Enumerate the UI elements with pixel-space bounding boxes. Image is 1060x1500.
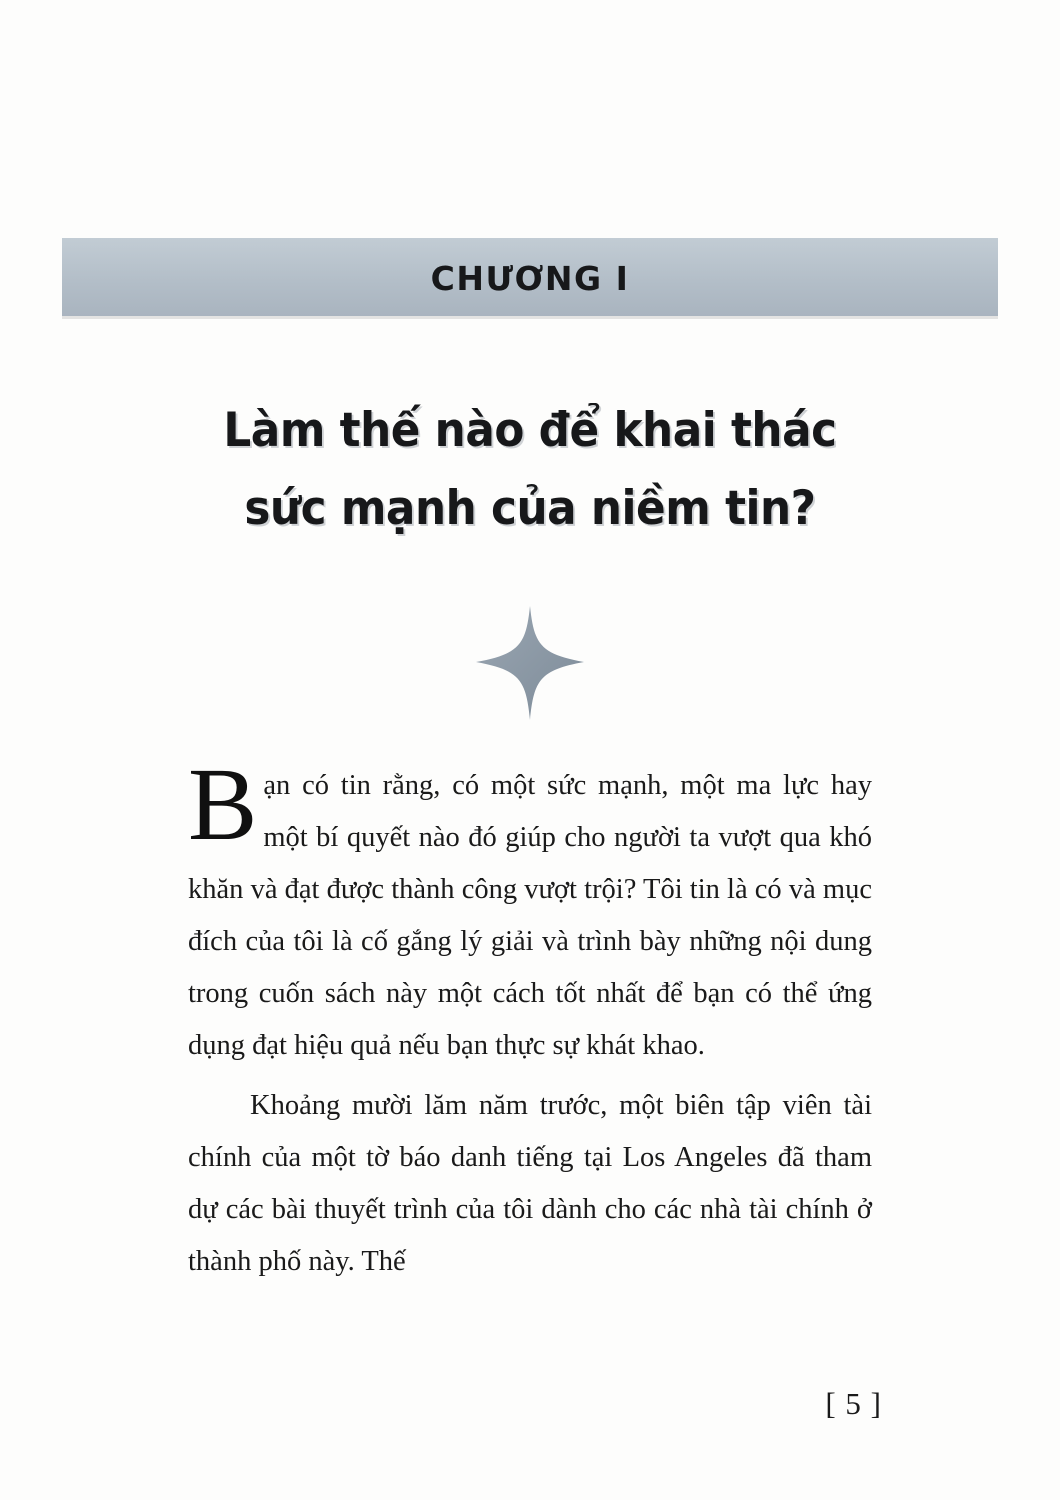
chapter-label: CHƯƠNG I xyxy=(430,259,630,298)
drop-cap: B xyxy=(188,747,258,862)
paragraph-2-text: Khoảng mười lăm năm trước, một biên tập viên tài chính của một tờ báo danh tiếng tại Los Angeles đã tham dự các bài thuyết trình của tôi dành cho các nhà tài chính ở thành phố này. Thế xyxy=(188,1090,872,1277)
chapter-title-line-2: sức mạnh của niềm tin? xyxy=(244,481,816,536)
four-pointed-star-icon xyxy=(460,598,600,728)
body-text xyxy=(188,747,872,1296)
page-number: [ 5 ] xyxy=(825,1386,882,1421)
paragraph-1 xyxy=(188,747,872,1072)
paragraph-2 xyxy=(188,1080,872,1288)
ornament-divider xyxy=(0,598,1060,728)
chapter-title xyxy=(37,392,1023,548)
paragraph-1-text: ạn có tin rằng, có một sức mạnh, một ma lực hay một bí quyết nào đó giúp cho người ta vượt qua khó khăn và đạt được thành công vượt trội? Tôi tin là có và mục đích của tôi là cố gắng lý giải và trình bày những nội dung trong cuốn sách này một cách tốt nhất để bạn có thể ứng dụng đạt hiệu quả nếu bạn thực sự khát khao. xyxy=(188,770,872,1061)
chapter-title-line-1: Làm thế nào để khai thác xyxy=(223,403,837,458)
